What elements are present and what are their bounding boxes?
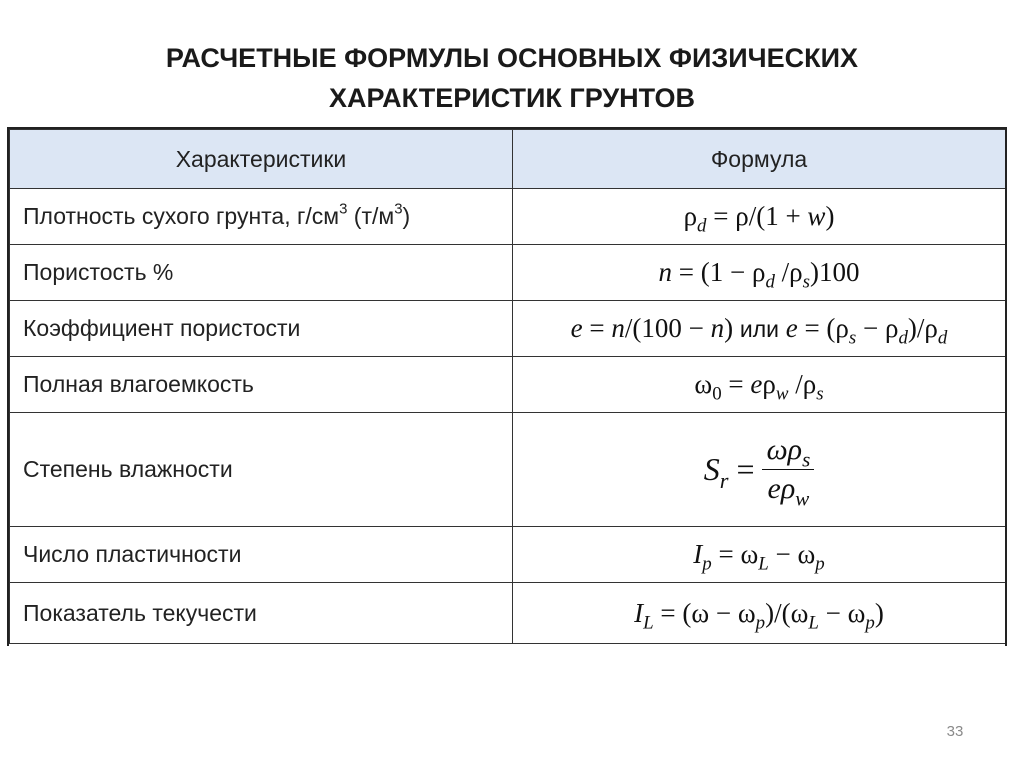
table-header-row [10, 130, 1006, 189]
formula-word-or: или [739, 316, 779, 342]
row-label-dry-density: Плотность сухого грунта, $г/см^3$ $(т/м^3)$ [10, 189, 513, 245]
table-row [10, 301, 1006, 357]
table-row [10, 189, 1006, 245]
table-row [10, 413, 1006, 527]
formulas-table [9, 129, 1006, 644]
row-label-void-ratio: Коэффициент пористости [10, 301, 513, 357]
formula-void-ratio: e = n/(100 − n) или $e = (\rho_s - \rho_d)/\rho_d$ [513, 301, 1006, 357]
row-label-plasticity-index: Число пластичности [10, 527, 513, 583]
formula-porosity: $n = (1 - \rho_d$ $/\rho_s)100$ [513, 245, 1006, 301]
formula-liquidity-index: $I_L = (\omega - \omega_p)/(\omega_L - \omega_p)$ [513, 583, 1006, 644]
row-label-degree-of-saturation: Степень влажности [10, 413, 513, 527]
title-line-2: ХАРАКТЕРИСТИК ГРУНТОВ [329, 83, 695, 113]
fraction: $\frac{\omega\rho_s}{e\rho_w}$ [762, 431, 814, 508]
formula-degree-of-saturation: $S_r$ = $\frac{\omega\rho_s}{e\rho_w}$ [513, 413, 1006, 527]
row-label-full-moisture-capacity: Полная влагоемкость [10, 357, 513, 413]
row-label-liquidity-index: Показатель текучести [10, 583, 513, 644]
formulas-table-container [7, 127, 1007, 646]
formula-dry-density: $\rho_d = \rho/(1 + w)$ [513, 189, 1006, 245]
header-characteristics: Характеристики [10, 130, 513, 189]
row-label-porosity: Пористость % [10, 245, 513, 301]
table-row [10, 583, 1006, 644]
table-row [10, 527, 1006, 583]
formula-full-moisture-capacity: $\omega_0 = e\rho_w$ $/\rho_s$ [513, 357, 1006, 413]
formula-plasticity-index: $I_p = \omega_L - \omega_p$ [513, 527, 1006, 583]
page-number: 33 [946, 723, 964, 740]
table-row [10, 245, 1006, 301]
header-formula: Формула [513, 130, 1006, 189]
title-line-1: РАСЧЕТНЫЕ ФОРМУЛЫ ОСНОВНЫХ ФИЗИЧЕСКИХ [165, 43, 859, 73]
table-row [10, 357, 1006, 413]
slide-title [0, 38, 1024, 118]
